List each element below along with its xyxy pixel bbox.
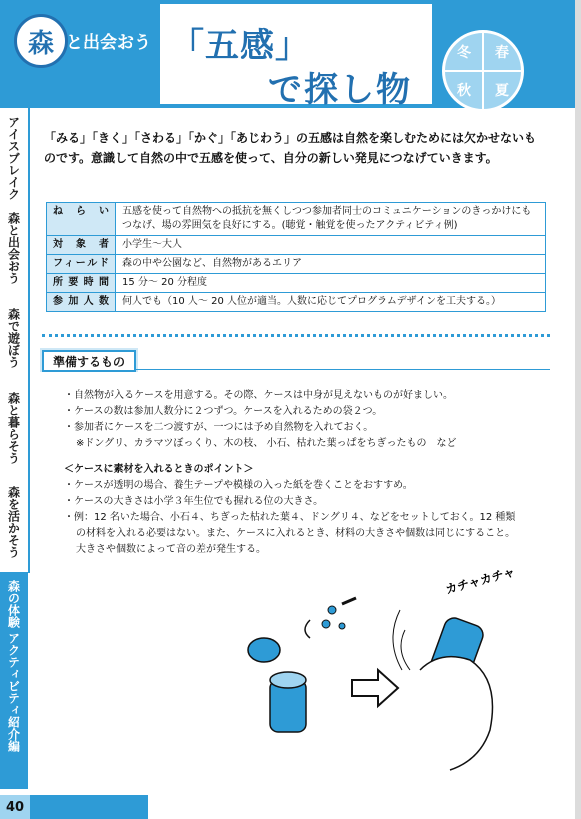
side-tab-meet-forest[interactable]: 森と出会おう — [0, 204, 30, 301]
row-key: 対 象 者 — [47, 236, 116, 255]
row-key: 参 加 人 数 — [47, 293, 116, 312]
case-shaking-illustration — [230, 560, 530, 780]
table-row — [47, 255, 546, 274]
table-row — [47, 236, 546, 255]
list-item: ・ケースの大きさは小学３年生位でも握れる位の大きさ。 — [64, 496, 324, 507]
pebble-icon — [328, 606, 336, 614]
side-tab-use-forest[interactable]: 森を活かそう — [0, 478, 30, 573]
sound-effect-text: カチャカチャ — [443, 564, 517, 597]
points-heading: ＜ケースに素材を入れるときのポイント＞ — [64, 464, 254, 475]
page-title-line1: 「五感」 — [170, 26, 310, 66]
motion-line-icon — [305, 620, 310, 638]
side-tab-activity-intro[interactable]: 森の体験 アクティビティ紹介編 — [0, 572, 28, 789]
list-item: ・例：12 名いた場合、小石４、ちぎった枯れた葉４、ドングリ４、などをセットしておく。12 種類 — [64, 512, 516, 523]
section-underline — [136, 369, 550, 370]
prep-body — [64, 388, 534, 558]
twig-icon — [342, 598, 356, 604]
list-item: の材料を入れる必要はない。また、ケースに入れるとき、材料の大きさや個数は同じにすること。 — [76, 528, 516, 539]
table-row — [47, 274, 546, 293]
list-item: ・ケースの数は参加人数分に２つずつ。ケースを入れるための袋２つ。 — [64, 406, 383, 417]
season-spring: 春 — [495, 45, 509, 61]
pebble-icon — [322, 620, 330, 628]
case-lid-icon — [248, 638, 280, 662]
list-item: ・自然物が入るケースを用意する。その際、ケースは中身が見えないものが好ましい。 — [64, 390, 453, 401]
info-table — [46, 202, 546, 312]
dotted-divider — [42, 334, 550, 337]
list-item: ・ケースが透明の場合、養生テープや模様の入った紙を巻くことをおすすめ。 — [64, 480, 413, 491]
shaking-hand-icon — [393, 610, 493, 770]
side-tabs — [0, 108, 28, 788]
arrow-right-icon — [352, 670, 398, 706]
side-tab-live-forest[interactable]: 森と暮らそう — [0, 384, 30, 479]
row-value: 森の中や公園など、自然物があるエリア — [116, 255, 546, 274]
table-row — [47, 203, 546, 236]
row-value: 五感を使って自然物への抵抗を無くしつつ参加者同士のコミュニケーションのきっかけにもつなげ、場の雰囲気を良好にする。(聴覚・触覚を使ったアクティビティ例) — [116, 203, 546, 236]
table-row — [47, 293, 546, 312]
row-key: ね ら い — [47, 203, 116, 236]
season-divider-h — [445, 70, 521, 72]
pebble-icon — [339, 623, 345, 629]
side-tab-play-forest[interactable]: 森で遊ぼう — [0, 300, 30, 385]
season-indicator — [442, 30, 524, 112]
mori-circle-badge: 森 — [14, 14, 68, 68]
header-subtitle: と出会おう — [66, 33, 151, 53]
open-case-icon — [270, 672, 306, 732]
row-value: 15 分～ 20 分程度 — [116, 274, 546, 293]
intro-text: 「みる」「きく」「さわる」「かぐ」「あじわう」の五感は自然を楽しむためには欠かせないものです。意識して自然の中で五感を使って、自分の新しい発見につなげていきます。 — [44, 131, 537, 165]
season-winter: 冬 — [457, 45, 471, 61]
section-heading: 準備するもの — [42, 350, 136, 372]
page-title-line2: で探し物 — [268, 70, 412, 110]
list-item: ・参加者にケースを二つ渡すが、一つには予め自然物を入れておく。 — [64, 422, 374, 433]
page-number: 40 — [0, 795, 30, 819]
list-item: ※ドングリ、カラマツぼっくり、木の枝、 小石、枯れた葉っぱをちぎったもの など — [76, 438, 457, 449]
row-key: 所 要 時 間 — [47, 274, 116, 293]
season-summer: 夏 — [495, 83, 509, 99]
side-tab-icebreak[interactable]: アイスブレイク — [0, 108, 30, 205]
list-item: 大きさや個数によって音の差が発生する。 — [76, 544, 266, 555]
row-key: フィールド — [47, 255, 116, 274]
season-autumn: 秋 — [457, 83, 471, 99]
row-value: 何人でも（10 人～ 20 人位が適当。人数に応じてプログラムデザインを工夫する。） — [116, 293, 546, 312]
row-value: 小学生～大人 — [116, 236, 546, 255]
